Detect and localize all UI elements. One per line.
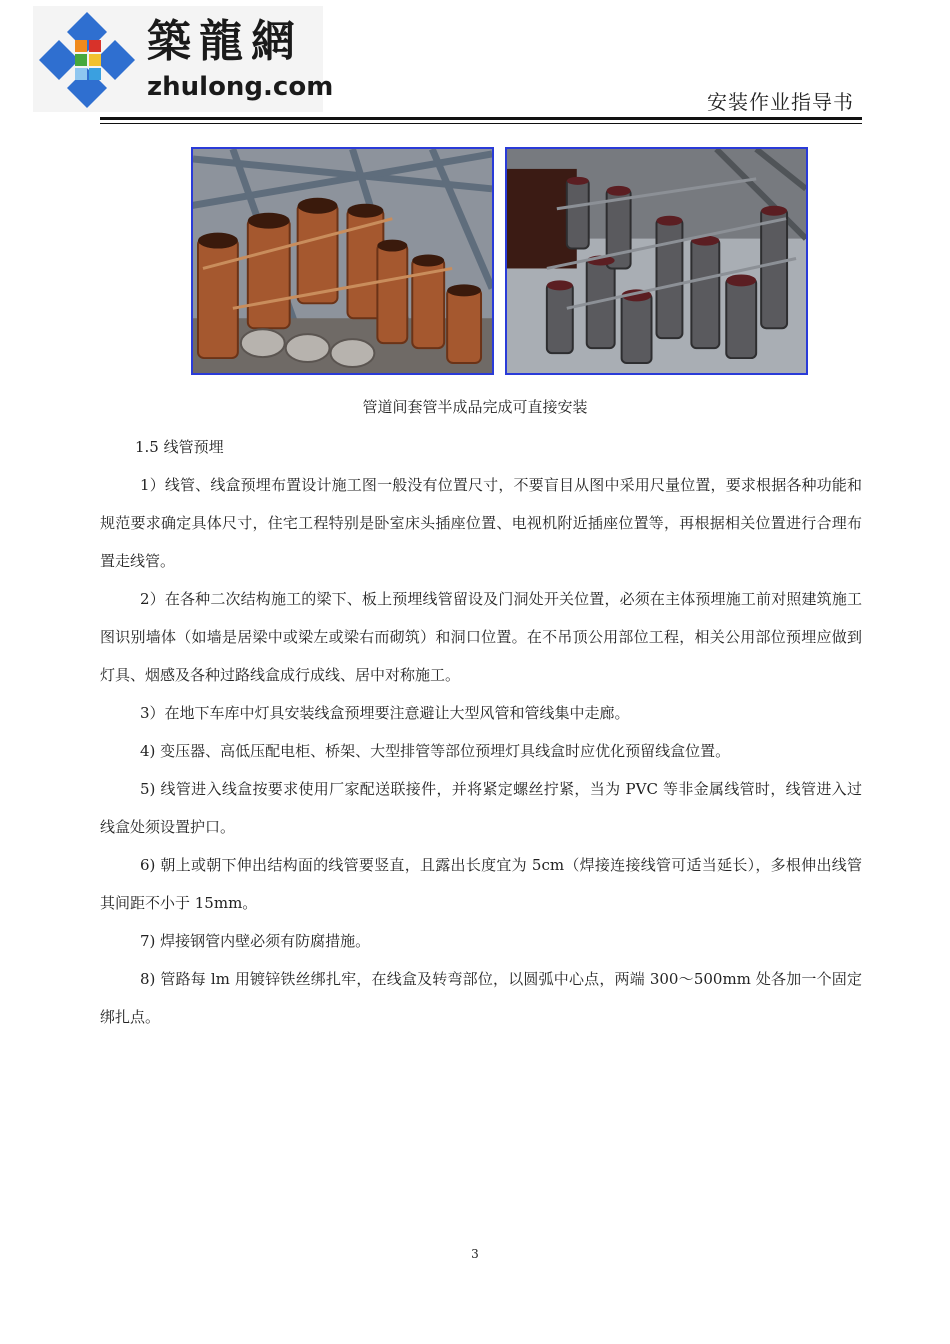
paragraph-5: 5) 线管进入线盒按要求使用厂家配送联接件，并将紧定螺丝拧紧，当为 PVC 等非金属线管时，线管进入过线盒处须设置护口。 xyxy=(100,780,862,836)
logo-chinese-name: 築龍網 xyxy=(147,16,303,67)
logo-domain: zhulong.com xyxy=(147,72,334,102)
header-rule-thin xyxy=(100,123,862,124)
paragraph-2: 2）在各种二次结构施工的梁下、板上预埋线管留设及门洞处开关位置，必须在主体预埋施工前对照建筑施工图识别墙体（如墙是居梁中或梁左或梁右而砌筑）和洞口位置。在不吊顶公用部位工程，相关公用部位预埋应做到灯具、烟感及各种过路线盒成行成线、居中对称施工。 xyxy=(100,590,862,684)
paragraph-1: 1）线管、线盒预埋布置设计施工图一般没有位置尺寸，不要盲目从图中采用尺量位置，要求根据各种功能和规范要求确定具体尺寸，住宅工程特别是卧室床头插座位置、电视机附近插座位置等，再根据相关位置进行合理布置走线管。 xyxy=(100,476,862,570)
photo-sleeve-pipes-right xyxy=(505,147,808,375)
header-rule-thick xyxy=(100,117,862,120)
paragraph-3: 3）在地下车库中灯具安装线盒预埋要注意避让大型风管和管线集中走廊。 xyxy=(140,704,630,722)
body-text xyxy=(100,466,862,1036)
paragraph-6: 6) 朝上或朝下伸出结构面的线管要竖直，且露出长度宜为 5cm（焊接连接线管可适当延长），多根伸出线管其间距不小于 15mm。 xyxy=(100,856,862,912)
section-heading: 1.5 线管预埋 xyxy=(135,438,224,456)
paragraph-4: 4) 变压器、高低压配电柜、桥架、大型排管等部位预埋灯具线盒时应优化预留线盒位置。 xyxy=(140,742,731,760)
logo-mark-icon xyxy=(37,10,137,110)
site-logo xyxy=(33,6,334,112)
photo-sleeve-pipes-left xyxy=(191,147,494,375)
paragraph-8: 8) 管路每 lm 用镀锌铁丝绑扎牢，在线盒及转弯部位，以圆弧中心点，两端 300～500mm 处各加一个固定绑扎点。 xyxy=(100,970,862,1026)
document-title: 安装作业指导书 xyxy=(707,90,854,114)
photo-caption: 管道间套管半成品完成可直接安装 xyxy=(362,398,588,416)
page-number: 3 xyxy=(471,1247,479,1261)
paragraph-7: 7) 焊接钢管内壁必须有防腐措施。 xyxy=(140,932,371,950)
